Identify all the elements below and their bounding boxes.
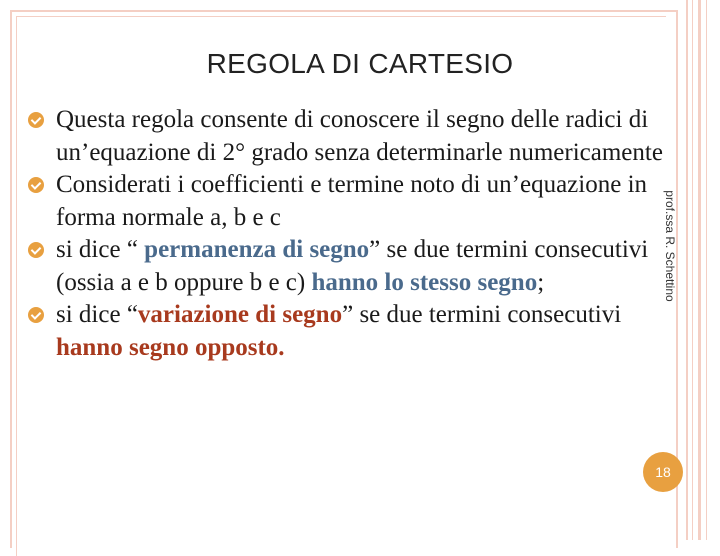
- check-bullet-icon: [28, 177, 44, 193]
- slide-title: REGOLA DI CARTESIO: [206, 48, 514, 79]
- author-label: prof.ssa R. Schettino: [663, 190, 677, 302]
- check-bullet-icon: [28, 307, 44, 323]
- highlight-segno-opposto: hanno segno opposto.: [56, 333, 285, 361]
- bullet-item: si dice “variazione di segno” se due termini consecutivi hanno segno opposto.: [28, 299, 668, 364]
- page-number-badge: 18: [643, 452, 683, 492]
- highlight-stesso-segno: hanno lo stesso segno: [311, 268, 538, 296]
- check-bullet-icon: [28, 112, 44, 128]
- side-decoration: [686, 0, 720, 540]
- bullet-item: Questa regola consente di conoscere il segno delle radici di un’equazione di 2° grado senza determinarle numericamente: [28, 104, 668, 169]
- bullet-item: si dice “ permanenza di segno” se due termini consecutivi (ossia a e b oppure b e c) hanno lo stesso segno;: [28, 234, 668, 299]
- bullet-item: Considerati i coefficienti e termine noto di un’equazione in forma normale a, b e c: [28, 169, 668, 234]
- check-bullet-icon: [28, 242, 44, 258]
- slide-body: [28, 104, 668, 364]
- highlight-permanenza: permanenza di segno: [144, 236, 370, 263]
- highlight-variazione: variazione di segno: [137, 301, 343, 328]
